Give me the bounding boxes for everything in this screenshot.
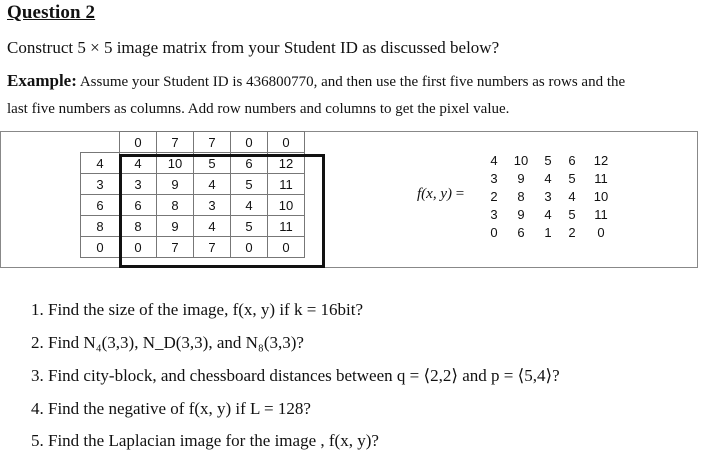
row-header: 0 bbox=[81, 237, 120, 258]
function-matrix-cell: 1 bbox=[544, 225, 552, 240]
function-matrix-cell: 2 bbox=[490, 189, 498, 204]
function-matrix-row bbox=[482, 188, 618, 206]
function-matrix-cell: 6 bbox=[568, 153, 576, 168]
grid-corner bbox=[81, 132, 120, 153]
grid-cell: 11 bbox=[268, 174, 305, 195]
function-matrix-cell: 9 bbox=[517, 207, 525, 222]
function-matrix-cell: 0 bbox=[490, 225, 498, 240]
function-matrix-cell: 0 bbox=[597, 225, 605, 240]
example-text-1: Assume your Student ID is 436800770, and then use the first five numbers as rows and the bbox=[79, 74, 626, 90]
example-line-2: last five numbers as columns. Add row numbers and columns to get the pixel value. bbox=[7, 101, 510, 117]
function-matrix-cell: 10 bbox=[513, 153, 529, 168]
grid-cell: 5 bbox=[231, 216, 268, 237]
equals-sign: = bbox=[455, 186, 465, 202]
function-matrix-cell: 4 bbox=[568, 189, 576, 204]
function-matrix-cell: 12 bbox=[593, 153, 609, 168]
function-matrix-cell: 3 bbox=[490, 171, 498, 186]
grid-cell: 10 bbox=[268, 195, 305, 216]
row-header: 6 bbox=[81, 195, 120, 216]
example-line-1 bbox=[7, 71, 705, 91]
grid-cell: 0 bbox=[231, 237, 268, 258]
function-matrix-cell: 2 bbox=[568, 225, 576, 240]
function-matrix-cell: 4 bbox=[544, 171, 552, 186]
grid-cell: 0 bbox=[120, 237, 157, 258]
column-header: 0 bbox=[120, 132, 157, 153]
grid-cell: 4 bbox=[194, 216, 231, 237]
grid-cell: 12 bbox=[268, 153, 305, 174]
question-item: 4. Find the negative of f(x, y) if L = 128? bbox=[31, 399, 311, 418]
grid-cell: 3 bbox=[120, 174, 157, 195]
row-header: 3 bbox=[81, 174, 120, 195]
function-matrix-row bbox=[482, 152, 618, 170]
grid-cell: 8 bbox=[120, 216, 157, 237]
grid-cell: 9 bbox=[157, 216, 194, 237]
column-header: 0 bbox=[268, 132, 305, 153]
question-title: Question 2 bbox=[7, 2, 96, 23]
function-label bbox=[417, 186, 464, 203]
function-matrix-cell: 5 bbox=[544, 153, 552, 168]
grid-cell: 8 bbox=[157, 195, 194, 216]
function-matrix-cell: 11 bbox=[594, 171, 608, 186]
column-header: 7 bbox=[194, 132, 231, 153]
function-matrix-cell: 4 bbox=[544, 207, 552, 222]
function-name: f(x, y) bbox=[417, 186, 452, 202]
function-matrix-cell: 5 bbox=[568, 171, 576, 186]
function-matrix-cell: 3 bbox=[490, 207, 498, 222]
row-header: 8 bbox=[81, 216, 120, 237]
grid-cell: 6 bbox=[231, 153, 268, 174]
example-label: Example: bbox=[7, 71, 77, 90]
function-matrix-cell: 9 bbox=[517, 171, 525, 186]
question-item: 1. Find the size of the image, f(x, y) if k = 16bit? bbox=[31, 300, 364, 319]
grid-cell: 5 bbox=[231, 174, 268, 195]
function-matrix-cell: 11 bbox=[594, 207, 608, 222]
grid-cell: 9 bbox=[157, 174, 194, 195]
function-matrix-cell: 3 bbox=[544, 189, 552, 204]
function-matrix bbox=[482, 152, 618, 242]
question-item: 5. Find the Laplacian image for the image , f(x, y)? bbox=[31, 431, 379, 450]
student-id-grid bbox=[80, 131, 305, 258]
function-matrix-cell: 4 bbox=[490, 153, 498, 168]
function-matrix-cell: 10 bbox=[593, 189, 609, 204]
grid-cell: 10 bbox=[157, 153, 194, 174]
row-header: 4 bbox=[81, 153, 120, 174]
function-matrix-row bbox=[482, 224, 618, 242]
question-item: 3. Find city-block, and chessboard distances between q = ⟨2,2⟩ and p = ⟨5,4⟩? bbox=[31, 366, 560, 385]
function-matrix-row bbox=[482, 170, 618, 188]
grid-cell: 3 bbox=[194, 195, 231, 216]
instruction-text: Construct 5 × 5 image matrix from your Student ID as discussed below? bbox=[7, 38, 500, 57]
grid-cell: 7 bbox=[157, 237, 194, 258]
grid-cell: 11 bbox=[268, 216, 305, 237]
grid-cell: 0 bbox=[268, 237, 305, 258]
column-header: 7 bbox=[157, 132, 194, 153]
function-matrix-cell: 5 bbox=[568, 207, 576, 222]
grid-cell: 4 bbox=[231, 195, 268, 216]
grid-cell: 7 bbox=[194, 237, 231, 258]
function-matrix-cell: 6 bbox=[517, 225, 525, 240]
grid-cell: 4 bbox=[120, 153, 157, 174]
grid-cell: 4 bbox=[194, 174, 231, 195]
column-header: 0 bbox=[231, 132, 268, 153]
grid-cell: 5 bbox=[194, 153, 231, 174]
question-item: 2. Find N₄(3,3), N_D(3,3), and N₈(3,3)? bbox=[31, 333, 304, 352]
function-matrix-cell: 8 bbox=[517, 189, 525, 204]
grid-cell: 6 bbox=[120, 195, 157, 216]
function-matrix-row bbox=[482, 206, 618, 224]
